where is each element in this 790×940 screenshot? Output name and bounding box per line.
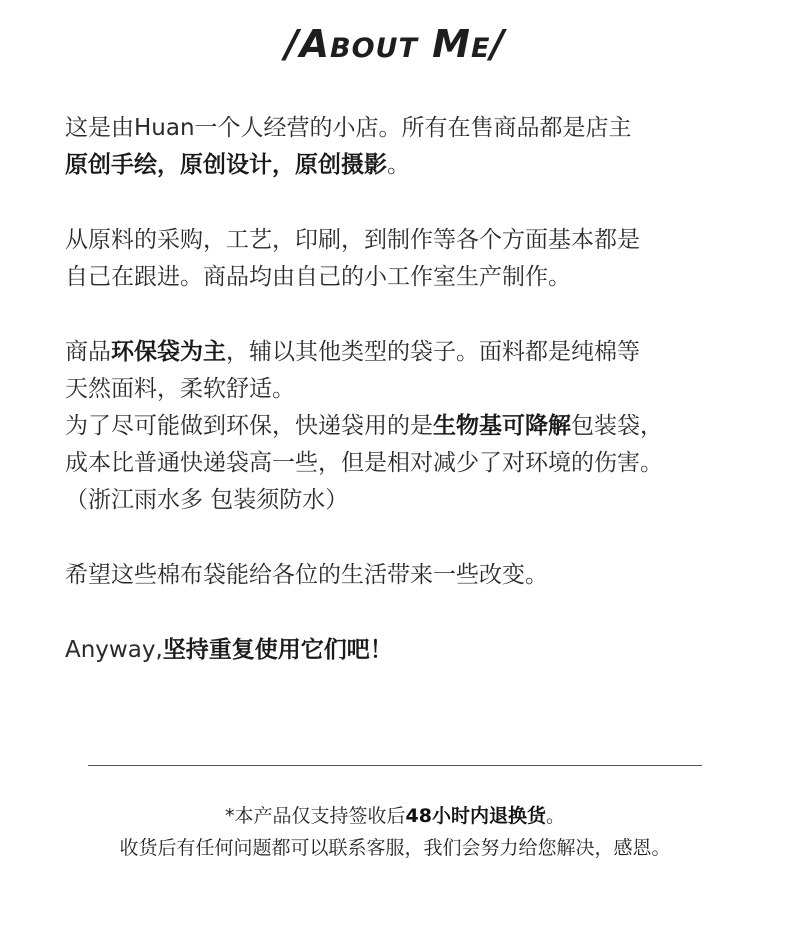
divider (88, 765, 702, 766)
text-line (65, 408, 745, 445)
text-line (65, 222, 745, 259)
footer-notice (0, 800, 790, 864)
text-segment: 从原料的采购，工艺，印刷，到制作等各个方面基本都是 (65, 227, 640, 253)
text-segment: 这是由Huan一个人经营的小店。所有在售商品都是店主 (65, 115, 632, 141)
text-segment: *本产品仅支持签收后 (225, 805, 406, 827)
paragraph-intro (65, 110, 745, 184)
text-line (65, 110, 745, 147)
support-line (0, 832, 790, 864)
paragraph-materials (65, 334, 745, 519)
text-segment: 希望这些棉布袋能给各位的生活带来一些改变。 (65, 562, 548, 588)
paragraph-reuse (65, 632, 745, 669)
text-segment: 包装袋， (571, 413, 663, 439)
text-segment: 商品 (65, 339, 111, 365)
text-segment-bold: 原创手绘，原创设计，原创摄影 (65, 152, 387, 178)
text-segment-bold: 生物基可降解 (433, 413, 571, 439)
text-segment: 自己在跟进。商品均由自己的小工作室生产制作。 (65, 264, 571, 290)
paragraph-hope (65, 557, 745, 594)
return-policy-line (0, 800, 790, 832)
text-line (65, 259, 745, 296)
text-line (65, 632, 745, 669)
text-line (65, 557, 745, 594)
text-segment: ，辅以其他类型的袋子。面料都是纯棉等 (226, 339, 640, 365)
text-line (65, 445, 745, 482)
text-segment-bold: 坚持重复使用它们吧！ (162, 637, 393, 663)
text-segment: 天然面料，柔软舒适。 (65, 376, 295, 402)
text-line (65, 371, 745, 408)
text-segment: Anyway, (65, 637, 163, 663)
text-segment-bold: 48小时内退换货 (405, 805, 546, 827)
about-content (65, 110, 745, 707)
paragraph-production (65, 222, 745, 296)
text-segment: 成本比普通快递袋高一些，但是相对减少了对环境的伤害。 (65, 450, 663, 476)
text-segment: 收货后有任何问题都可以联系客服，我们会努力给您解决，感恩。 (119, 837, 671, 859)
text-line (65, 147, 745, 184)
text-segment: （浙江雨水多 包装须防水） (65, 487, 349, 513)
text-segment-bold: 环保袋为主 (111, 339, 226, 365)
text-segment: 为了尽可能做到环保，快递袋用的是 (65, 413, 433, 439)
text-line (65, 482, 745, 519)
page-title: /About Me/ (284, 22, 506, 66)
text-line (65, 334, 745, 371)
text-segment: 。 (545, 805, 565, 827)
text-segment: 。 (387, 152, 410, 178)
